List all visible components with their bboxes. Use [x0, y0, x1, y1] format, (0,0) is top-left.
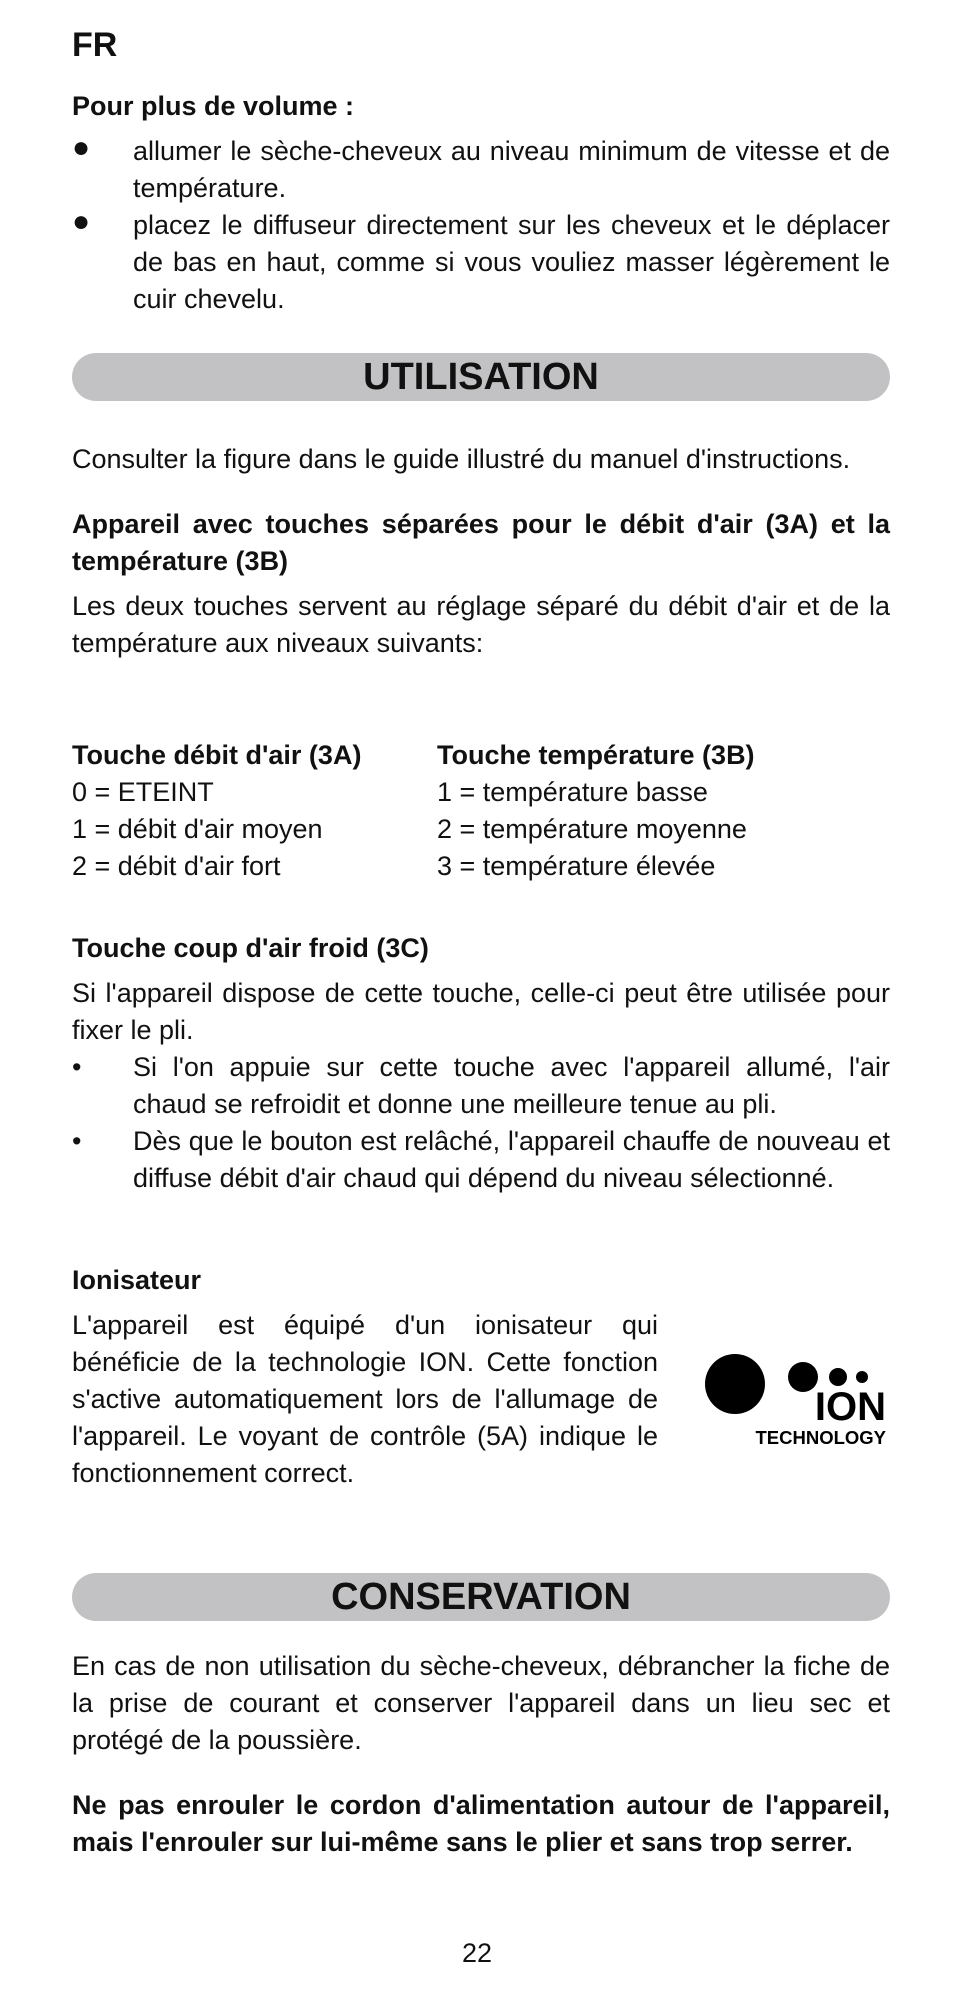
temperature-item: 3 = température élevée	[437, 851, 716, 881]
page-number: 22	[461, 1938, 493, 1968]
bullet-icon: •	[72, 1126, 82, 1156]
ionizer-text: L'appareil est équipé d'un ionisateur qui bénéficie de la technologie ION. Cette fonction s'active automatiquement lors de l'allumage de l'appareil. Le voyant de contrôle (5A) indique le fonctionnement correct.	[72, 1310, 658, 1488]
list-item: ● allumer le sèche-cheveux au niveau minimum de vitesse et de température.	[72, 131, 890, 203]
ion-technology-logo	[700, 1340, 890, 1460]
list-item: • Si l'on appuie sur cette touche avec l'appareil allumé, l'air chaud se refroidit et donne une meilleure tenue au pli.	[72, 1049, 890, 1123]
conservation-banner: CONSERVATION	[72, 1573, 890, 1621]
conservation-warning: Ne pas enrouler le cordon d'alimentation autour de l'appareil, mais l'enrouler sur lui-même sans le plier et sans trop serrer.	[72, 1790, 890, 1857]
cold-shot-bullet-list	[72, 1049, 890, 1197]
utilisation-intro: Consulter la figure dans le guide illustré du manuel d'instructions.	[72, 444, 851, 474]
ionizer-heading: Ionisateur	[72, 1265, 202, 1295]
volume-section	[72, 88, 890, 318]
settings-columns	[72, 737, 890, 887]
temperature-column	[437, 737, 755, 885]
utilisation-section	[72, 441, 890, 662]
separate-keys-text: Les deux touches servent au réglage séparé du débit d'air et de la température aux niveaux suivants:	[72, 591, 890, 658]
cold-shot-heading: Touche coup d'air froid (3C)	[72, 933, 429, 963]
ionizer-section	[72, 1262, 658, 1492]
ion-dot-medium	[788, 1362, 818, 1392]
ion-dot-large	[705, 1354, 765, 1414]
separate-keys-heading: Appareil avec touches séparées pour le débit d'air (3A) et la température (3B)	[72, 509, 890, 576]
airflow-item: 1 = débit d'air moyen	[72, 814, 323, 844]
ion-dot-tiny	[856, 1371, 868, 1383]
airflow-heading: Touche débit d'air (3A)	[72, 740, 362, 770]
bullet-icon: •	[72, 1052, 82, 1082]
ion-logo-subtitle: TECHNOLOGY	[755, 1427, 886, 1448]
cold-shot-text: Si l'appareil dispose de cette touche, celle-ci peut être utilisée pour fixer le pli.	[72, 978, 890, 1045]
ion-dot-small	[829, 1368, 847, 1386]
utilisation-banner: UTILISATION	[72, 353, 890, 401]
temperature-item: 2 = température moyenne	[437, 814, 747, 844]
volume-bullet-list	[72, 133, 890, 318]
airflow-column	[72, 737, 361, 885]
list-item: • Dès que le bouton est relâché, l'appareil chauffe de nouveau et diffuse débit d'air chaud qui dépend du niveau sélectionné.	[72, 1123, 890, 1197]
bullet-icon: ●	[72, 205, 91, 238]
temperature-item: 1 = température basse	[437, 777, 708, 807]
cold-shot-section	[72, 930, 890, 1197]
ion-logo-word: ION	[814, 1385, 886, 1429]
airflow-item: 0 = ETEINT	[72, 777, 214, 807]
airflow-item: 2 = débit d'air fort	[72, 851, 281, 881]
temperature-heading: Touche température (3B)	[437, 740, 755, 770]
list-item: ● placez le diffuseur directement sur les cheveux et le déplacer de bas en haut, comme si vous vouliez masser légèrement le cuir chevelu.	[72, 205, 890, 314]
bullet-icon: ●	[72, 131, 91, 164]
language-code: FR	[72, 26, 118, 64]
conservation-section	[72, 1648, 890, 1861]
volume-heading: Pour plus de volume :	[72, 91, 355, 121]
conservation-text: En cas de non utilisation du sèche-cheveux, débrancher la fiche de la prise de courant et conserver l'appareil dans un lieu sec et protégé de la poussière.	[72, 1651, 890, 1755]
